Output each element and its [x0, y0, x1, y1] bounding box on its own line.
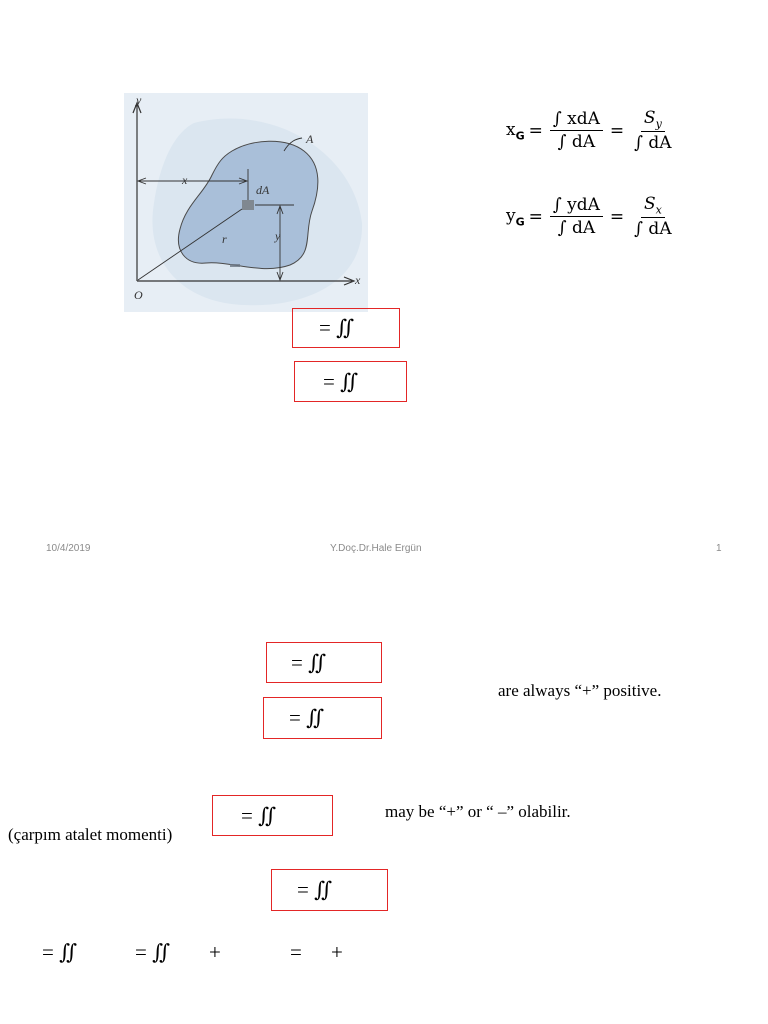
slide2-integral-box-3-expr: = ∬	[241, 803, 276, 827]
element-label: dA	[256, 183, 270, 197]
formula-yg-eq1: =	[528, 206, 543, 227]
area-label: A	[306, 132, 314, 146]
slide2-integral-box-4-expr: = ∬	[297, 877, 332, 902]
formula-xg-frac1	[550, 109, 603, 152]
slide2-integral-box-4	[271, 869, 388, 911]
formula-yg	[506, 194, 678, 239]
bottom-expr-a: = ∬	[42, 940, 77, 964]
formula-yg-eq2: =	[609, 206, 625, 227]
slide1-integral-box-2	[294, 361, 407, 402]
formula-xg-frac2	[631, 108, 674, 153]
slide2-integral-box-3	[212, 795, 333, 836]
radius-label: r	[222, 232, 227, 246]
formula-yg-den1: ∫ dA	[557, 218, 596, 239]
formula-xg	[506, 108, 678, 153]
bottom-plus-1: +	[209, 940, 221, 964]
formula-xg-num2: $S_y$	[641, 108, 665, 132]
formula-xg-num1: ∫ xdA	[550, 109, 603, 131]
bottom-plus-2: +	[331, 940, 343, 964]
formula-xg-den1: ∫ dA	[557, 132, 596, 153]
formula-xg-eq2: =	[609, 120, 625, 141]
formula-yg-lhs: $y_G$	[506, 205, 525, 228]
slide2-integral-box-1	[266, 642, 382, 683]
formula-yg-frac1	[550, 195, 603, 238]
footer-page-number: 1	[716, 543, 722, 554]
element-dA	[242, 200, 254, 210]
formula-xg-lhs: $x_G$	[506, 119, 525, 142]
formula-yg-num2: $S_x$	[641, 194, 665, 218]
shape-mark	[230, 264, 240, 267]
slide2-integral-box-1-expr: = ∬	[291, 650, 326, 674]
formula-yg-den2: ∫ dA	[634, 219, 672, 240]
product-moment-label: (çarpım atalet momenti)	[8, 825, 173, 844]
footer-date: 10/4/2019	[46, 543, 91, 554]
slide2-integral-box-2-expr: = ∬	[289, 705, 324, 730]
centroid-figure	[124, 93, 368, 312]
positive-note: are always “+” positive.	[498, 681, 662, 700]
origin-label: O	[134, 288, 143, 302]
footer-author: Y.Doç.Dr.Hale Ergün	[330, 543, 422, 554]
formula-yg-num1: ∫ ydA	[550, 195, 603, 217]
slide2-integral-box-2	[263, 697, 382, 739]
slide1-integral-box-2-expr: = ∬	[323, 369, 358, 393]
formula-xg-den2: ∫ dA	[634, 133, 672, 154]
slide1-integral-box-1-expr: = ∬	[319, 315, 354, 340]
sign-note: may be “+” or “ –” olabilir.	[385, 802, 571, 821]
formula-xg-eq1: =	[528, 120, 543, 141]
bottom-expr-b: = ∬	[135, 940, 170, 964]
slide1-integral-box-1	[292, 308, 400, 348]
x-axis-label: x	[355, 273, 361, 287]
bottom-equals: =	[290, 940, 302, 964]
y-axis-label: y	[136, 93, 142, 107]
formula-yg-frac2	[631, 194, 674, 239]
y-dim-label: y	[275, 229, 281, 243]
x-dim-label: x	[182, 173, 188, 187]
